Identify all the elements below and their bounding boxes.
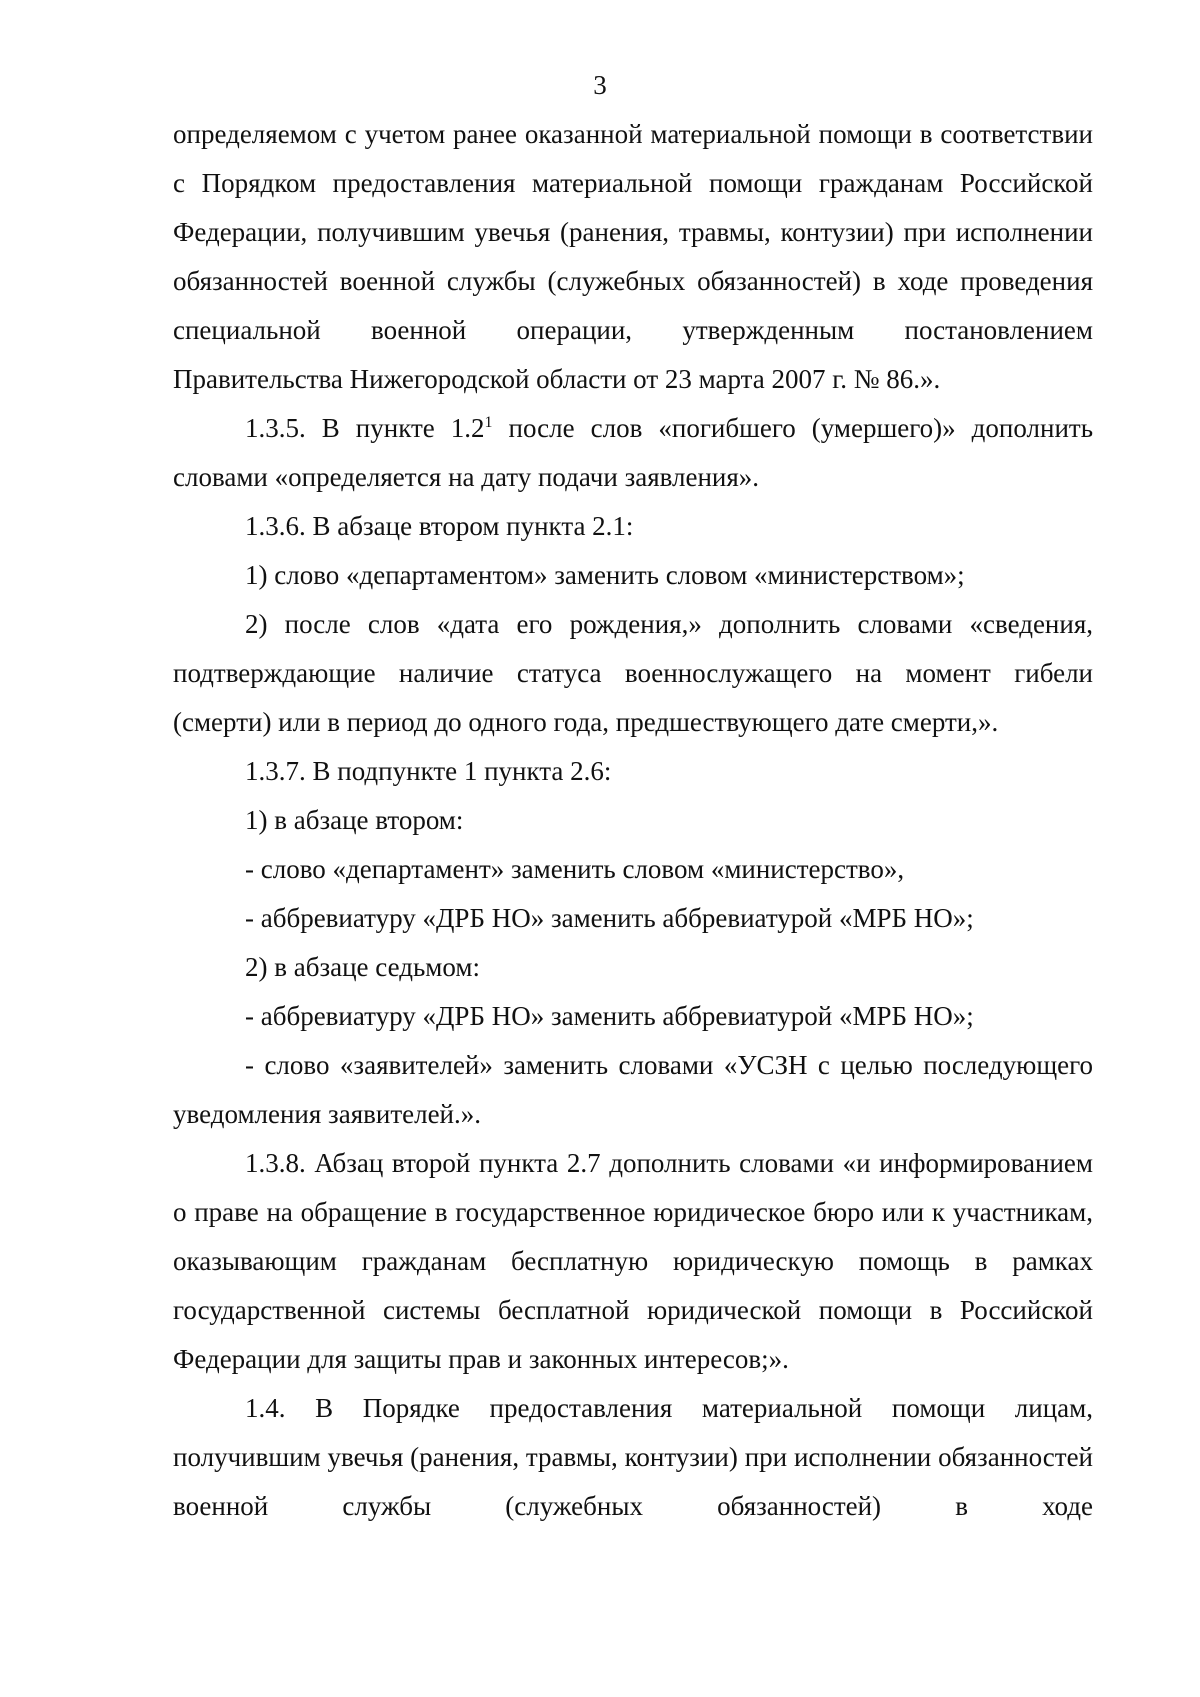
paragraph-1-3-6-item-1: 1) слово «департаментом» заменить словом «министерством»; bbox=[245, 560, 965, 590]
paragraph-1-3-7-dash-4: - слово «заявителей» заменить словами «УСЗН с целью последующего уведомления заявителей.». bbox=[173, 1050, 1093, 1129]
paragraph-1-3-5-end: после слов «погибшего (умершего)» дополнить словами «определяется на дату подачи заявления». bbox=[173, 413, 1094, 492]
paragraph-1-3-7-dash-1: - слово «департамент» заменить словом «министерство», bbox=[245, 854, 905, 884]
paragraph-1-3-6: 1.3.6. В абзаце втором пункта 2.1: bbox=[245, 511, 634, 541]
paragraph-1-3-7-item-1: 1) в абзаце втором: bbox=[245, 805, 464, 835]
paragraph-1-3-7-item-2: 2) в абзаце седьмом: bbox=[245, 952, 480, 982]
document-body bbox=[173, 110, 1093, 1531]
paragraph-1-3-7-dash-3: - аббревиатуру «ДРБ НО» заменить аббревиатурой «МРБ НО»; bbox=[245, 1001, 974, 1031]
superscript-marker: 1 bbox=[484, 414, 493, 431]
paragraph-1-4: 1.4. В Порядке предоставления материальной помощи лицам, получившим увечья (ранения, травмы, контузии) при исполнении обязанностей военной службы (служебных обязанностей) в ходе bbox=[173, 1393, 1093, 1521]
paragraph-1-3-5-start: 1.3.5. В пункте 1.2 bbox=[245, 413, 485, 443]
paragraph-1-3-7-dash-2: - аббревиатуру «ДРБ НО» заменить аббревиатурой «МРБ НО»; bbox=[245, 903, 974, 933]
paragraph-continuation: определяемом с учетом ранее оказанной материальной помощи в соответствии с Порядком предоставления материальной помощи гражданам Российской Федерации, получившим увечья (ранения, травмы, контузии) при исполнении обязанностей военной службы (служебных обязанностей) в ходе проведения специальной военной операции, утвержденным постановлением Правительства Нижегородской области от 23 марта 2007 г. № 86.». bbox=[173, 119, 1093, 394]
page-number: 3 bbox=[593, 70, 607, 100]
paragraph-1-3-7: 1.3.7. В подпункте 1 пункта 2.6: bbox=[245, 756, 612, 786]
paragraph-1-3-8: 1.3.8. Абзац второй пункта 2.7 дополнить словами «и информированием о праве на обращение в государственное юридическое бюро или к участникам, оказывающим гражданам бесплатную юридическую помощь в рамках государственной системы бесплатной юридической помощи в Российской Федерации для защиты прав и законных интересов;». bbox=[173, 1148, 1093, 1374]
paragraph-1-3-5 bbox=[173, 404, 1093, 502]
paragraph-1-3-6-item-2: 2) после слов «дата его рождения,» дополнить словами «сведения, подтверждающие наличие статуса военнослужащего на момент гибели (смерти) или в период до одного года, предшествующего дате смерти,». bbox=[173, 609, 1093, 737]
